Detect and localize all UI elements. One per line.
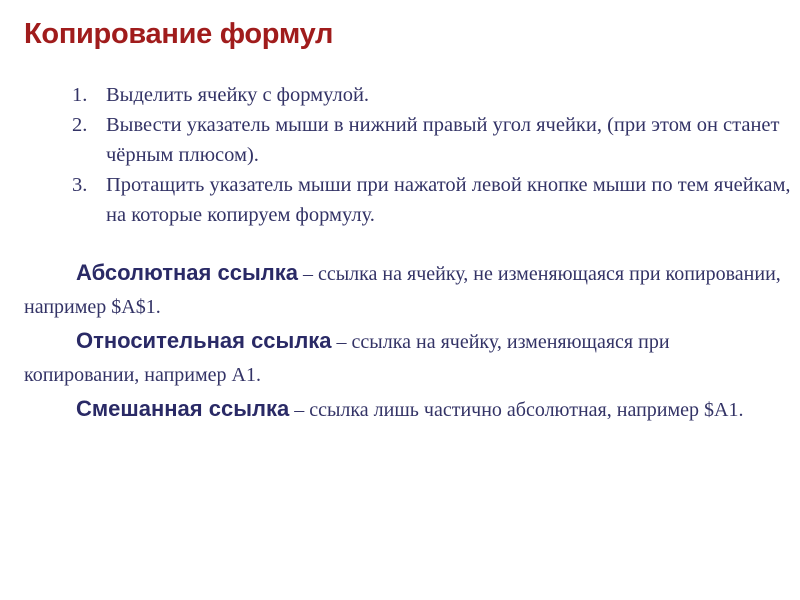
step-text: Протащить указатель мыши при нажатой левой кнопке мыши по тем ячейкам, на которые копируем формулу. (106, 174, 791, 226)
definition-mixed (24, 392, 784, 427)
definition-term: Абсолютная ссылка (76, 260, 298, 285)
definition-term: Смешанная ссылка (76, 396, 290, 421)
step-number: 3. (72, 174, 88, 196)
step-item (72, 80, 792, 110)
steps-list (72, 80, 792, 230)
definition-text: – ссылка лишь частично абсолютная, например $A1. (289, 399, 744, 421)
step-item (72, 170, 792, 230)
step-number: 2. (72, 114, 88, 136)
step-item (72, 110, 792, 170)
definition-text: – ссылка на ячейку, не изменяющаяся при копировании, например $A$1. (24, 263, 781, 318)
definition-relative (24, 324, 784, 392)
definition-text: – ссылка на ячейку, изменяющаяся при копировании, например A1. (24, 331, 670, 386)
slide-title: Копирование формул (24, 18, 334, 50)
step-text: Вывести указатель мыши в нижний правый угол ячейки, (при этом он станет чёрным плюсом). (106, 114, 780, 166)
step-number: 1. (72, 84, 88, 106)
definitions (24, 256, 784, 427)
definition-term: Относительная ссылка (76, 328, 332, 353)
step-text: Выделить ячейку с формулой. (106, 84, 370, 106)
definition-absolute (24, 256, 784, 324)
